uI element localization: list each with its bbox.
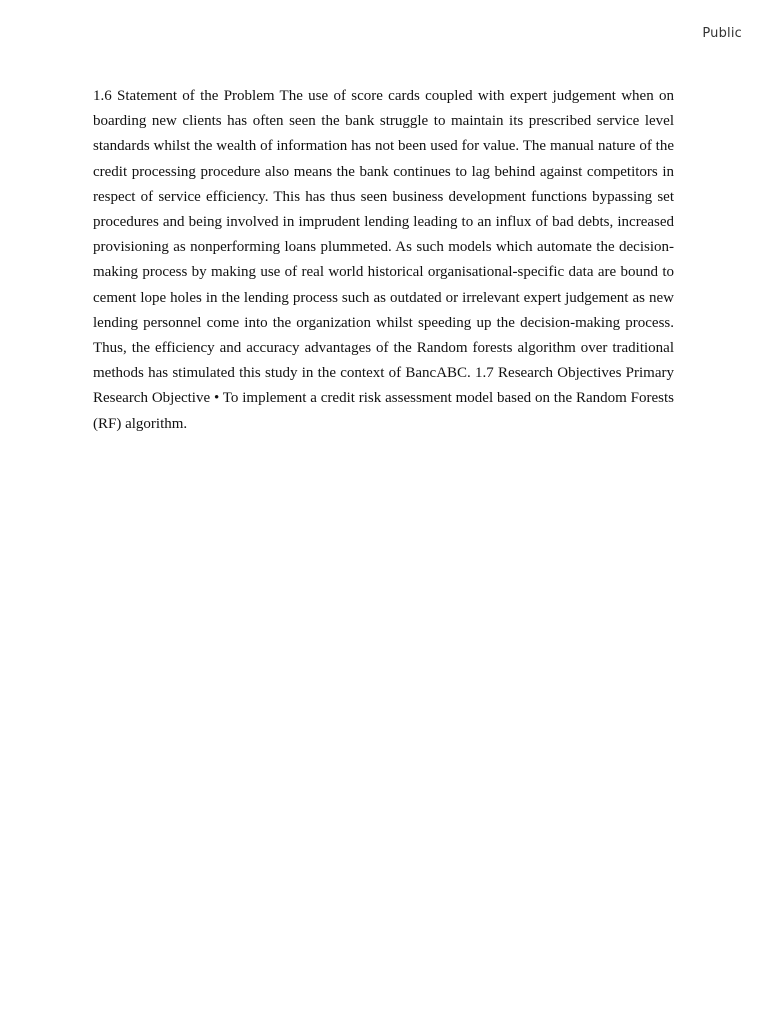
classification-label: Public (702, 26, 742, 41)
body-paragraph: 1.6 Statement of the Problem The use of score cards coupled with expert judgement when on boarding new clients has often seen the bank struggle to maintain its prescribed service level standards whilst the wealth of information has not been used for value. The manual nature of the credit processing procedure also means the bank continues to lag behind against competitors in respect of service efficiency. This has thus seen business development functions bypassing set procedures and being involved in imprudent lending leading to an influx of bad debts, increased provisioning as nonperforming loans plummeted. As such models which automate the decision-making process by making use of real world historical organisational-specific data are bound to cement lope holes in the lending process such as outdated or irrelevant expert judgement as new lending personnel come into the organization whilst speeding up the decision-making process. Thus, the efficiency and accuracy advantages of the Random forests algorithm over traditional methods has stimulated this study in the context of BancABC. 1.7 Research Objectives Primary Research Objective • To implement a credit risk assessment model based on the Random Forests (RF) algorithm. (93, 88, 674, 432)
